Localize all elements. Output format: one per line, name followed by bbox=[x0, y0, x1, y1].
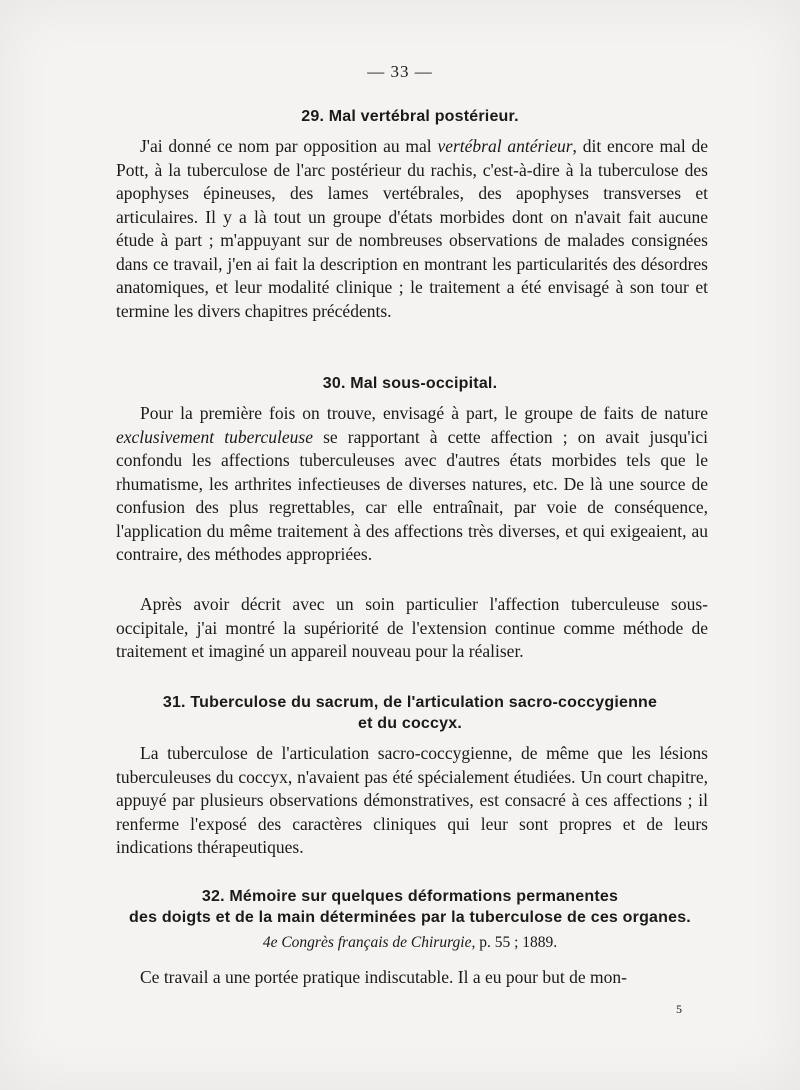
section-32-heading bbox=[100, 886, 720, 928]
section-30-text-start: Pour la première fois on trouve, envisagé à part, le groupe de faits de nature bbox=[140, 403, 708, 423]
section-31-heading-line-1: 31. Tuberculose du sacrum, de l'articulation sacro-coccygienne bbox=[162, 694, 658, 711]
section-29-heading: 29. Mal vertébral postérieur. bbox=[301, 108, 519, 125]
section-32-heading-line-1: 32. Mémoire sur quelques déformations permanentes bbox=[201, 888, 619, 905]
section-32-heading-line-2: des doigts et de la main déterminées par la tuberculose de ces organes. bbox=[129, 909, 691, 926]
section-30-paragraph-1 bbox=[116, 402, 708, 567]
section-31-heading bbox=[100, 692, 720, 734]
section-31-paragraph: La tuberculose de l'articulation sacro-coccygienne, de même que les lésions tuberculeuses du coccyx, n'avaient pas été spécialement étudiées. Un court chapitre, appuyé par plusieurs observations démonstratives, est consacré à ces affections ; il renferme l'exposé des caractères cliniques qui leur sont propres et de leurs indications thérapeutiques. bbox=[116, 743, 708, 857]
section-29-text-end: , dit encore mal de Pott, à la tuberculose de l'arc postérieur du rachis, c'est-à-dire à la tuberculose des apophyses épineuses, des lames vertébrales, des apophyses transverses et articulaires. Il y a là tout un groupe d'états morbides dont on n'avait fait aucune étude à part ; m'appuyant sur de nombreuses observations de malades consignées dans ce travail, j'en ai fait la description en montrant les particularités des désordres anatomiques, et leur modalité clinique ; le traitement a été envisagé à son tour et termine les divers chapitres précédents. bbox=[116, 136, 709, 321]
section-29-emphasis: vertébral antérieur bbox=[437, 136, 573, 156]
section-30-emphasis: exclusivement tuberculeuse bbox=[116, 426, 314, 447]
section-30-text-end: se rapportant à cette affection ; on avait jusqu'ici confondu les affections tuberculeuses avec d'autres états morbides tels que le rhumatisme, les arthrites infectieuses de diverses natures, etc. De là une source de confusion des plus regrettables, car elle entraînait, par voie de conséquence, l'application du même traitement à des affections très diverses, et qui exigeaient, au contraire, des méthodes appropriées. bbox=[116, 426, 709, 564]
page-number: — 33 — bbox=[367, 62, 433, 81]
section-29-paragraph bbox=[116, 135, 708, 323]
section-31-heading-line-2: et du coccyx. bbox=[358, 715, 462, 732]
section-30-heading: 30. Mal sous-occipital. bbox=[322, 375, 498, 392]
section-32-paragraph: Ce travail a une portée pratique indiscutable. Il a eu pour but de mon- bbox=[140, 967, 627, 987]
section-32-citation bbox=[100, 934, 720, 952]
citation-pages: p. 55 ; 1889. bbox=[475, 934, 558, 951]
section-29-text-start: J'ai donné ce nom par opposition au mal bbox=[140, 136, 438, 156]
section-30-paragraph-2: Après avoir décrit avec un soin particulier l'affection tuberculeuse sous-occipitale, j'ai montré la supériorité de l'extension continue comme méthode de traitement et imaginé un appareil nouveau pour la réaliser. bbox=[116, 594, 708, 661]
sheet-signature-mark: 5 bbox=[676, 1002, 682, 1016]
citation-congress: 4e Congrès français de Chirurgie, bbox=[262, 934, 476, 951]
